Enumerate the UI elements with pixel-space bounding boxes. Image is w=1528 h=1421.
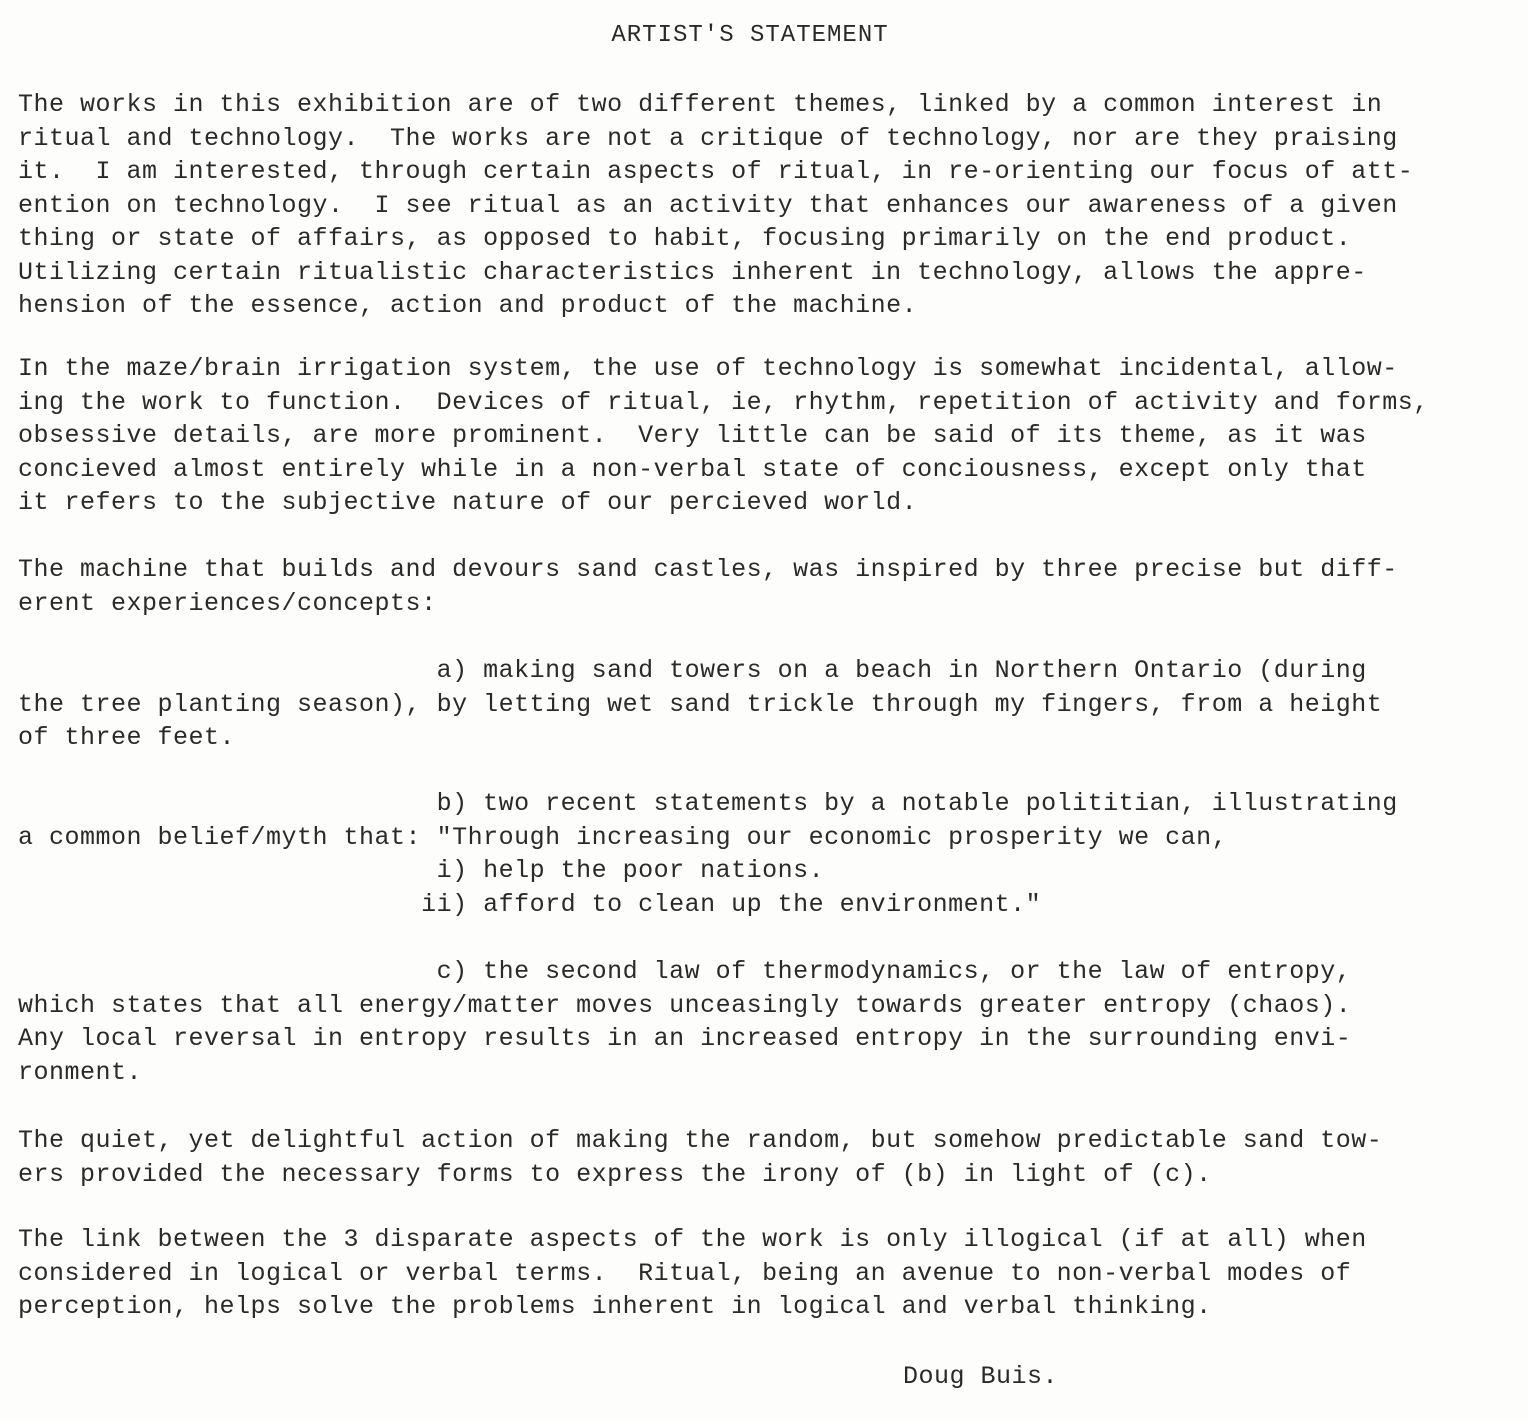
text-line: of three feet.: [18, 723, 236, 752]
text-line: Any local reversal in entropy results in an increased entropy in the surrounding envi-: [18, 1024, 1352, 1053]
text-line: ritual and technology. The works are not a critique of technology, nor are they praising: [18, 123, 1398, 153]
text-line: b) two recent statements by a notable polititian, illustrating: [18, 789, 1398, 818]
text-line: ing the work to function. Devices of ritual, ie, rhythm, repetition of activity and forms,: [18, 387, 1429, 417]
text-line: The machine that builds and devours sand castles, was inspired by three precise but diff-: [18, 555, 1398, 584]
text-line: erent experiences/concepts:: [18, 588, 437, 618]
text-line: The link between the 3 disparate aspects of the work is only illogical (if at all) when: [18, 1225, 1367, 1254]
text-line: ention on technology. I see ritual as an activity that enhances our awareness of a given: [18, 190, 1398, 220]
text-line: obsessive details, are more prominent. Very little can be said of its theme, as it was: [18, 421, 1367, 450]
text-line: In the maze/brain irrigation system, the use of technology is somewhat incidental, allow-: [18, 354, 1398, 383]
text-line: The quiet, yet delightful action of making the random, but somehow predictable sand tow-: [18, 1126, 1383, 1155]
text-line: ii) afford to clean up the environment.": [18, 889, 1042, 919]
list-item-c: [18, 955, 1351, 1089]
text-line: it. I am interested, through certain aspects of ritual, in re-orienting our focus of att-: [18, 157, 1414, 186]
text-line: ers provided the necessary forms to express the irony of (b) in light of (c).: [18, 1159, 1212, 1189]
text-line: concieved almost entirely while in a non-verbal state of conciousness, except only that: [18, 454, 1367, 484]
text-line: the tree planting season), by letting wet sand trickle through my fingers, from a height: [18, 689, 1383, 719]
paragraph-quiet-action: [18, 1124, 1382, 1191]
text-line: it refers to the subjective nature of our percieved world.: [18, 488, 918, 517]
list-item-a: [18, 654, 1382, 755]
text-line: perception, helps solve the problems inherent in logical and verbal thinking.: [18, 1292, 1212, 1321]
text-line: thing or state of affairs, as opposed to habit, focusing primarily on the end product.: [18, 224, 1352, 253]
signature: Doug Buis.: [903, 1362, 1059, 1391]
document-title: ARTIST'S STATEMENT: [611, 22, 889, 49]
text-line: c) the second law of thermodynamics, or the law of entropy,: [18, 957, 1352, 986]
paragraph-maze: [18, 352, 1429, 520]
text-line: a) making sand towers on a beach in Northern Ontario (during: [18, 656, 1367, 685]
paragraph-link: [18, 1223, 1367, 1324]
text-line: The works in this exhibition are of two different themes, linked by a common interest in: [18, 90, 1383, 119]
paragraph-intro: [18, 88, 1413, 323]
text-line: considered in logical or verbal terms. Ritual, being an avenue to non-verbal modes of: [18, 1258, 1352, 1288]
text-line: a common belief/myth that: "Through increasing our economic prosperity we can,: [18, 822, 1228, 852]
text-line: ronment.: [18, 1057, 143, 1087]
text-line: Utilizing certain ritualistic characteristics inherent in technology, allows the appre-: [18, 257, 1367, 287]
text-line: which states that all energy/matter moves unceasingly towards greater entropy (chaos).: [18, 990, 1352, 1020]
paragraph-machine: [18, 553, 1398, 620]
text-line: hension of the essence, action and product of the machine.: [18, 291, 918, 320]
text-line: i) help the poor nations.: [18, 856, 825, 885]
list-item-b: [18, 787, 1398, 921]
